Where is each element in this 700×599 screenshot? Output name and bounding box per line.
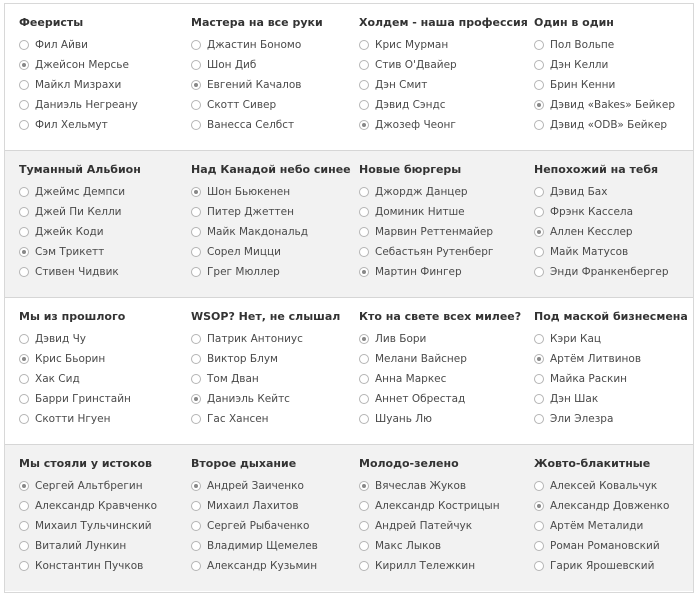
radio-checked-icon[interactable]: [191, 481, 201, 491]
nominee-option[interactable]: [19, 115, 138, 135]
radio-checked-icon[interactable]: [534, 100, 544, 110]
nominee-label[interactable]: Майка Раскин: [550, 373, 628, 385]
radio-unchecked-icon[interactable]: [19, 207, 29, 217]
nomination-group: [191, 16, 323, 135]
nomination-title: Молодо-зелено: [359, 457, 459, 470]
radio-unchecked-icon[interactable]: [359, 394, 369, 404]
radio-unchecked-icon[interactable]: [359, 541, 369, 551]
nominee-option[interactable]: [191, 329, 340, 349]
radio-unchecked-icon[interactable]: [19, 414, 29, 424]
nomination-group: [19, 457, 157, 576]
nominee-label[interactable]: Дэвид Бах: [550, 186, 608, 198]
nomination-group: [191, 310, 340, 429]
nominee-label[interactable]: Пол Вольпе: [550, 39, 615, 51]
radio-unchecked-icon[interactable]: [359, 414, 369, 424]
radio-unchecked-icon[interactable]: [534, 481, 544, 491]
nominee-option[interactable]: [359, 35, 528, 55]
nominee-label[interactable]: Сэм Трикетт: [35, 246, 105, 258]
nominee-label[interactable]: Хак Сид: [35, 373, 80, 385]
nominee-option[interactable]: [19, 55, 138, 75]
radio-unchecked-icon[interactable]: [359, 187, 369, 197]
radio-unchecked-icon[interactable]: [191, 501, 201, 511]
nominee-option[interactable]: [191, 476, 318, 496]
nominee-option[interactable]: [19, 349, 131, 369]
nominee-option[interactable]: [191, 349, 340, 369]
nominee-label[interactable]: Шуань Лю: [375, 413, 433, 425]
radio-unchecked-icon[interactable]: [534, 40, 544, 50]
nominee-option[interactable]: [534, 202, 669, 222]
nominee-label[interactable]: Ванесса Селбст: [207, 119, 295, 131]
nominee-label[interactable]: Артём Литвинов: [550, 353, 642, 365]
nominee-label[interactable]: Энди Франкенбергер: [550, 266, 669, 278]
radio-unchecked-icon[interactable]: [19, 394, 29, 404]
nominee-label[interactable]: Евгений Качалов: [207, 79, 302, 91]
nominee-label[interactable]: Джейсон Мерсье: [35, 59, 129, 71]
radio-unchecked-icon[interactable]: [534, 374, 544, 384]
nominee-option[interactable]: [534, 496, 669, 516]
nominee-option[interactable]: [534, 95, 675, 115]
nominee-option[interactable]: [534, 55, 675, 75]
nominee-label[interactable]: Барри Гринстайн: [35, 393, 131, 405]
nominee-option[interactable]: [191, 516, 318, 536]
nominee-option[interactable]: [191, 556, 318, 576]
radio-unchecked-icon[interactable]: [191, 354, 201, 364]
nominee-label[interactable]: Шон Бьюкенен: [207, 186, 291, 198]
nominee-label[interactable]: Макс Лыков: [375, 540, 442, 552]
nominee-label[interactable]: Сергей Рыбаченко: [207, 520, 310, 532]
nominee-option[interactable]: [191, 536, 318, 556]
nomination-title: Холдем - наша профессия: [359, 16, 528, 29]
radio-unchecked-icon[interactable]: [19, 561, 29, 571]
radio-unchecked-icon[interactable]: [19, 267, 29, 277]
nominee-label[interactable]: Питер Джеттен: [207, 206, 294, 218]
radio-checked-icon[interactable]: [191, 187, 201, 197]
nominee-option[interactable]: [359, 536, 500, 556]
nominee-label[interactable]: Гас Хансен: [207, 413, 269, 425]
nominee-label[interactable]: Мартин Фингер: [375, 266, 462, 278]
nominee-label[interactable]: Дэвид Чу: [35, 333, 86, 345]
nominee-option[interactable]: [534, 222, 669, 242]
nominee-label[interactable]: Алексей Ковальчук: [550, 480, 658, 492]
nominee-label[interactable]: Владимир Щемелев: [207, 540, 318, 552]
nominee-option[interactable]: [191, 95, 323, 115]
nominee-label[interactable]: Александр Довженко: [550, 500, 670, 512]
nominee-option[interactable]: [534, 349, 688, 369]
nominee-option[interactable]: [534, 75, 675, 95]
nominee-label[interactable]: Патрик Антониус: [207, 333, 303, 345]
nomination-group: [534, 457, 669, 576]
category-section: [5, 445, 693, 591]
nominee-option[interactable]: [19, 75, 138, 95]
nomination-group: [359, 16, 528, 135]
radio-checked-icon[interactable]: [359, 267, 369, 277]
nominee-option[interactable]: [19, 409, 131, 429]
nominee-label[interactable]: Фил Хельмут: [35, 119, 108, 131]
nominee-label[interactable]: Андрей Патейчук: [375, 520, 473, 532]
nomination-title: Непохожий на тебя: [534, 163, 659, 176]
nominee-option[interactable]: [534, 329, 688, 349]
nomination-title: Мы из прошлого: [19, 310, 126, 323]
radio-unchecked-icon[interactable]: [19, 100, 29, 110]
nomination-group: [359, 310, 521, 429]
nominee-label[interactable]: Фил Айви: [35, 39, 88, 51]
radio-unchecked-icon[interactable]: [191, 561, 201, 571]
nominee-option[interactable]: [359, 409, 521, 429]
nomination-title: Новые бюргеры: [359, 163, 462, 176]
radio-unchecked-icon[interactable]: [534, 60, 544, 70]
nomination-group: [534, 163, 669, 282]
nominee-option[interactable]: [359, 516, 500, 536]
nominee-label[interactable]: Сорел Мицци: [207, 246, 281, 258]
nominee-option[interactable]: [19, 496, 157, 516]
radio-unchecked-icon[interactable]: [359, 561, 369, 571]
radio-unchecked-icon[interactable]: [534, 187, 544, 197]
radio-unchecked-icon[interactable]: [359, 207, 369, 217]
radio-checked-icon[interactable]: [19, 60, 29, 70]
radio-checked-icon[interactable]: [191, 80, 201, 90]
nominee-option[interactable]: [19, 329, 131, 349]
nominee-option[interactable]: [534, 115, 675, 135]
radio-unchecked-icon[interactable]: [359, 247, 369, 257]
radio-unchecked-icon[interactable]: [534, 334, 544, 344]
radio-unchecked-icon[interactable]: [19, 521, 29, 531]
nominee-label[interactable]: Крис Бьорин: [35, 353, 106, 365]
nominee-option[interactable]: [359, 95, 528, 115]
nominee-label[interactable]: Виктор Блум: [207, 353, 278, 365]
nominee-option[interactable]: [534, 182, 669, 202]
nomination-group: [19, 16, 138, 135]
nominee-option[interactable]: [359, 115, 528, 135]
nominee-option[interactable]: [19, 556, 157, 576]
nominee-label[interactable]: Гарик Ярошевский: [550, 560, 655, 572]
radio-unchecked-icon[interactable]: [191, 374, 201, 384]
nominee-label[interactable]: Виталий Лункин: [35, 540, 127, 552]
nominee-label[interactable]: Андрей Заиченко: [207, 480, 304, 492]
radio-checked-icon[interactable]: [359, 481, 369, 491]
nomination-group: [359, 457, 500, 576]
radio-unchecked-icon[interactable]: [19, 334, 29, 344]
radio-unchecked-icon[interactable]: [19, 40, 29, 50]
nominee-option[interactable]: [191, 369, 340, 389]
nominee-label[interactable]: Шон Диб: [207, 59, 257, 71]
nominee-option[interactable]: [534, 409, 688, 429]
radio-unchecked-icon[interactable]: [191, 521, 201, 531]
nominee-option[interactable]: [534, 262, 669, 282]
nominee-option[interactable]: [19, 369, 131, 389]
radio-unchecked-icon[interactable]: [359, 374, 369, 384]
nominee-label[interactable]: Кирилл Тележкин: [375, 560, 476, 572]
nomination-group: [534, 310, 688, 429]
nominee-label[interactable]: Михаил Лахитов: [207, 500, 299, 512]
nominee-label[interactable]: Михаил Тульчинский: [35, 520, 152, 532]
nominee-label[interactable]: Фрэнк Кассела: [550, 206, 634, 218]
nominee-option[interactable]: [359, 202, 493, 222]
nominee-label[interactable]: Марвин Реттенмайер: [375, 226, 494, 238]
nominee-option[interactable]: [534, 536, 669, 556]
nominee-label[interactable]: Джейк Коди: [35, 226, 104, 238]
nominee-label[interactable]: Александр Кострицын: [375, 500, 500, 512]
nominee-label[interactable]: Лив Бори: [375, 333, 427, 345]
radio-unchecked-icon[interactable]: [534, 541, 544, 551]
nominee-label[interactable]: Константин Пучков: [35, 560, 144, 572]
radio-unchecked-icon[interactable]: [191, 414, 201, 424]
radio-unchecked-icon[interactable]: [359, 521, 369, 531]
nominee-option[interactable]: [191, 115, 323, 135]
radio-checked-icon[interactable]: [359, 334, 369, 344]
radio-unchecked-icon[interactable]: [191, 247, 201, 257]
nominee-option[interactable]: [534, 476, 669, 496]
radio-unchecked-icon[interactable]: [359, 80, 369, 90]
nominee-label[interactable]: Джей Пи Келли: [35, 206, 122, 218]
radio-unchecked-icon[interactable]: [359, 40, 369, 50]
nomination-group: [359, 163, 493, 282]
nominee-option[interactable]: [359, 242, 493, 262]
radio-checked-icon[interactable]: [534, 227, 544, 237]
radio-unchecked-icon[interactable]: [359, 501, 369, 511]
category-section: [5, 4, 693, 151]
nominee-label[interactable]: Том Дван: [207, 373, 259, 385]
nominee-option[interactable]: [534, 556, 669, 576]
nominee-option[interactable]: [19, 476, 157, 496]
nominee-option[interactable]: [19, 222, 141, 242]
nominee-label[interactable]: Скотт Сивер: [207, 99, 277, 111]
nominee-option[interactable]: [191, 389, 340, 409]
nominee-label[interactable]: Аллен Кесслер: [550, 226, 633, 238]
nominee-label[interactable]: Джозеф Чеонг: [375, 119, 456, 131]
nominee-label[interactable]: Дэвид Сэндс: [375, 99, 446, 111]
nominee-label[interactable]: Дэвид «Bakes» Бейкер: [550, 99, 675, 111]
nomination-group: [191, 163, 351, 282]
nominee-option[interactable]: [359, 75, 528, 95]
nominee-label[interactable]: Дэн Смит: [375, 79, 428, 91]
category-section: [5, 151, 693, 298]
radio-checked-icon[interactable]: [19, 247, 29, 257]
nominee-label[interactable]: Даниэль Негреану: [35, 99, 138, 111]
nominee-option[interactable]: [534, 389, 688, 409]
nomination-group: [19, 163, 141, 282]
radio-checked-icon[interactable]: [19, 481, 29, 491]
nominee-label[interactable]: Грег Мюллер: [207, 266, 280, 278]
nominee-option[interactable]: [359, 369, 521, 389]
radio-unchecked-icon[interactable]: [534, 561, 544, 571]
nominee-option[interactable]: [19, 516, 157, 536]
nomination-title: Жовто-блакитные: [534, 457, 651, 470]
nominee-option[interactable]: [191, 35, 323, 55]
nominee-label[interactable]: Аннет Обрестад: [375, 393, 466, 405]
radio-unchecked-icon[interactable]: [359, 227, 369, 237]
nominee-label[interactable]: Александр Кравченко: [35, 500, 158, 512]
radio-unchecked-icon[interactable]: [19, 120, 29, 130]
radio-unchecked-icon[interactable]: [534, 394, 544, 404]
nomination-title: Феeристы: [19, 16, 84, 29]
nominee-label[interactable]: Стив О'Двайер: [375, 59, 457, 71]
nominee-option[interactable]: [359, 222, 493, 242]
nominee-option[interactable]: [19, 262, 141, 282]
nominee-label[interactable]: Джастин Бономо: [207, 39, 302, 51]
radio-unchecked-icon[interactable]: [19, 541, 29, 551]
nominee-label[interactable]: Роман Романовский: [550, 540, 660, 552]
nominee-label[interactable]: Дэвид «ODB» Бейкер: [550, 119, 668, 131]
nomination-title: Туманный Альбион: [19, 163, 141, 176]
nominee-option[interactable]: [191, 202, 351, 222]
radio-checked-icon[interactable]: [534, 501, 544, 511]
nominee-label[interactable]: Себастьян Рутенберг: [375, 246, 494, 258]
radio-checked-icon[interactable]: [191, 394, 201, 404]
nomination-group: [534, 16, 675, 135]
nominee-label[interactable]: Брин Кенни: [550, 79, 616, 91]
nominee-option[interactable]: [191, 496, 318, 516]
nominee-label[interactable]: Майк Макдональд: [207, 226, 308, 238]
nominee-option[interactable]: [534, 516, 669, 536]
radio-unchecked-icon[interactable]: [191, 100, 201, 110]
radio-unchecked-icon[interactable]: [359, 60, 369, 70]
nominee-label[interactable]: Джордж Данцер: [375, 186, 468, 198]
radio-unchecked-icon[interactable]: [191, 267, 201, 277]
nominee-option[interactable]: [19, 389, 131, 409]
radio-unchecked-icon[interactable]: [19, 374, 29, 384]
nominee-option[interactable]: [359, 496, 500, 516]
nominee-label[interactable]: Вячеслав Жуков: [375, 480, 467, 492]
nominee-label[interactable]: Крис Мурман: [375, 39, 449, 51]
nominee-option[interactable]: [191, 262, 351, 282]
radio-checked-icon[interactable]: [534, 354, 544, 364]
nominee-label[interactable]: Дэн Келли: [550, 59, 609, 71]
nomination-title: WSOP? Нет, не слышал: [191, 310, 341, 323]
nominee-option[interactable]: [19, 35, 138, 55]
radio-unchecked-icon[interactable]: [534, 247, 544, 257]
radio-unchecked-icon[interactable]: [534, 120, 544, 130]
radio-unchecked-icon[interactable]: [534, 267, 544, 277]
nominee-option[interactable]: [359, 476, 500, 496]
nominee-option[interactable]: [191, 182, 351, 202]
radio-unchecked-icon[interactable]: [19, 80, 29, 90]
nominee-option[interactable]: [19, 202, 141, 222]
nominee-option[interactable]: [191, 75, 323, 95]
nominee-option[interactable]: [191, 242, 351, 262]
radio-unchecked-icon[interactable]: [534, 414, 544, 424]
nominee-label[interactable]: Александр Кузьмин: [207, 560, 318, 572]
nomination-title: Второе дыхание: [191, 457, 297, 470]
radio-unchecked-icon[interactable]: [19, 501, 29, 511]
nominee-label[interactable]: Скотти Нгуен: [35, 413, 111, 425]
nominee-label[interactable]: Майк Матусов: [550, 246, 629, 258]
nomination-title: Один в один: [534, 16, 614, 29]
nomination-title: Мастера на все руки: [191, 16, 323, 29]
nominee-label[interactable]: Мелани Вайснер: [375, 353, 467, 365]
voting-form: [4, 3, 694, 593]
radio-unchecked-icon[interactable]: [534, 80, 544, 90]
nominee-option[interactable]: [534, 369, 688, 389]
radio-unchecked-icon[interactable]: [534, 207, 544, 217]
radio-checked-icon[interactable]: [19, 354, 29, 364]
nomination-title: Над Канадой небо синее: [191, 163, 351, 176]
nominee-option[interactable]: [19, 242, 141, 262]
radio-unchecked-icon[interactable]: [534, 521, 544, 531]
nominee-option[interactable]: [191, 222, 351, 242]
radio-unchecked-icon[interactable]: [191, 227, 201, 237]
nominee-label[interactable]: Стивен Чидвик: [35, 266, 119, 278]
nominee-label[interactable]: Анна Маркес: [375, 373, 447, 385]
radio-unchecked-icon[interactable]: [191, 60, 201, 70]
nomination-title: Кто на свете всех милее?: [359, 310, 522, 323]
nominee-label[interactable]: Дэн Шак: [550, 393, 599, 405]
nominee-option[interactable]: [359, 55, 528, 75]
nominee-label[interactable]: Майкл Мизрахи: [35, 79, 122, 91]
nominee-option[interactable]: [534, 35, 675, 55]
nominee-option[interactable]: [191, 409, 340, 429]
nomination-title: Под маской бизнесмена: [534, 310, 688, 323]
nominee-option[interactable]: [19, 536, 157, 556]
nominee-option[interactable]: [359, 329, 521, 349]
nominee-option[interactable]: [191, 55, 323, 75]
nomination-group: [19, 310, 131, 429]
nominee-label[interactable]: Даниэль Кейтс: [207, 393, 290, 405]
radio-unchecked-icon[interactable]: [191, 207, 201, 217]
category-section: [5, 298, 693, 445]
radio-unchecked-icon[interactable]: [19, 227, 29, 237]
radio-checked-icon[interactable]: [359, 120, 369, 130]
nominee-option[interactable]: [359, 349, 521, 369]
nominee-option[interactable]: [19, 95, 138, 115]
nominee-option[interactable]: [534, 242, 669, 262]
nominee-label[interactable]: Артём Металиди: [550, 520, 644, 532]
nominee-option[interactable]: [359, 262, 493, 282]
nominee-option[interactable]: [359, 556, 500, 576]
nominee-option[interactable]: [359, 389, 521, 409]
radio-unchecked-icon[interactable]: [191, 334, 201, 344]
nominee-label[interactable]: Джеймс Демпси: [35, 186, 126, 198]
radio-unchecked-icon[interactable]: [359, 100, 369, 110]
nominee-label[interactable]: Кэри Кац: [550, 333, 602, 345]
radio-unchecked-icon[interactable]: [191, 40, 201, 50]
nomination-group: [191, 457, 318, 576]
radio-unchecked-icon[interactable]: [191, 541, 201, 551]
nominee-option[interactable]: [359, 182, 493, 202]
nominee-label[interactable]: Доминик Нитше: [375, 206, 465, 218]
nominee-label[interactable]: Сергей Альтбрегин: [35, 480, 143, 492]
radio-unchecked-icon[interactable]: [19, 187, 29, 197]
radio-unchecked-icon[interactable]: [359, 354, 369, 364]
nominee-label[interactable]: Эли Элезра: [550, 413, 614, 425]
nominee-option[interactable]: [19, 182, 141, 202]
radio-unchecked-icon[interactable]: [191, 120, 201, 130]
nomination-title: Мы стояли у истоков: [19, 457, 152, 470]
